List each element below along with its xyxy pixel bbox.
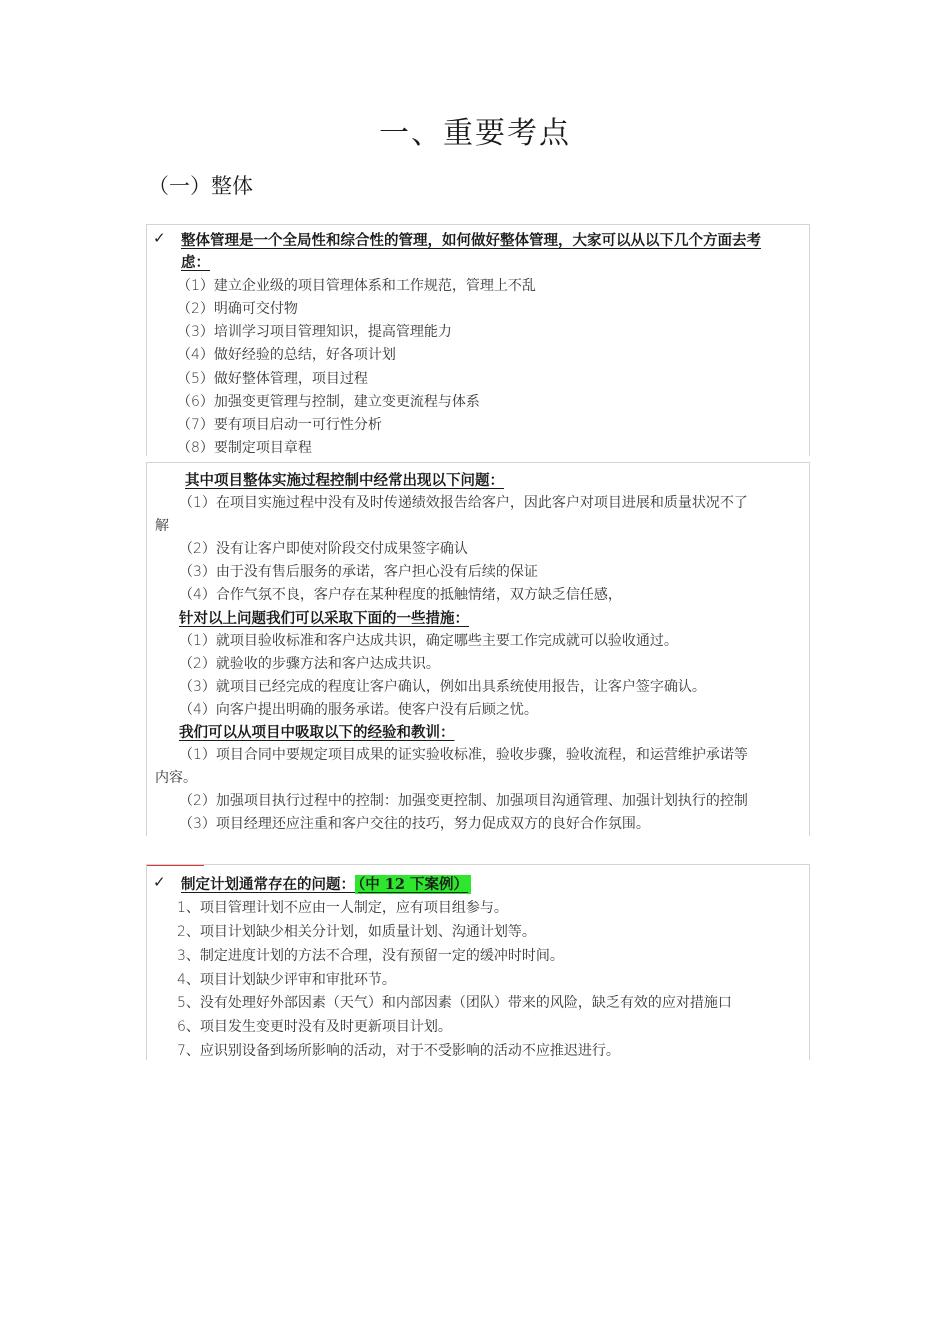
check-icon: ✓ <box>153 873 166 891</box>
list-item: （1）建立企业级的项目管理体系和工作规范，管理上不乱 <box>177 278 536 294</box>
list-item-cont: 解 <box>155 518 169 534</box>
list-item: （5）做好整体管理，项目过程 <box>177 371 368 387</box>
list-item: （2）明确可交付物 <box>177 301 298 317</box>
check-icon: ✓ <box>153 229 166 247</box>
integration-management-box <box>146 224 810 456</box>
planning-problems-box <box>146 864 810 1060</box>
list-item: 7、应识别设备到场所影响的活动，对于不受影响的活动不应推迟进行。 <box>177 1043 620 1059</box>
list-item: （6）加强变更管理与控制，建立变更流程与体系 <box>177 394 480 410</box>
lessons-heading: 我们可以从项目中吸取以下的经验和教训： <box>179 724 455 741</box>
planning-heading-text: 制定计划通常存在的问题： <box>181 876 355 893</box>
list-item: （1）在项目实施过程中没有及时传递绩效报告给客户，因此客户对项目进展和质量状况不了 <box>179 495 748 511</box>
section-subtitle: （一）整体 <box>148 174 253 198</box>
list-item: （7）要有项目启动一可行性分析 <box>177 417 382 433</box>
list-item: （3）就项目已经完成的程度让客户确认，例如出具系统使用报告，让客户签字确认。 <box>179 679 706 695</box>
page-title: 一、重要考点 <box>379 116 571 151</box>
planning-heading <box>181 873 471 894</box>
list-item: （8）要制定项目章程 <box>177 440 312 456</box>
list-item: （4）做好经验的总结，好各项计划 <box>177 347 396 363</box>
list-item: （4）向客户提出明确的服务承诺。使客户没有后顾之忧。 <box>179 702 538 718</box>
list-item: 1、项目管理计划不应由一人制定，应有项目组参与。 <box>177 900 508 916</box>
list-item: （4）合作气氛不良，客户存在某种程度的抵触情绪，双方缺乏信任感， <box>179 587 622 603</box>
list-item: （1）就项目验收标准和客户达成共识，确定哪些主要工作完成就可以验收通过。 <box>179 633 678 649</box>
list-item: （2）加强项目执行过程中的控制：加强变更控制、加强项目沟通管理、加强计划执行的控制 <box>179 793 748 809</box>
list-item-cont: 内容。 <box>155 770 197 786</box>
list-item: 4、项目计划缺少评审和审批环节。 <box>177 972 396 988</box>
list-item: 5、没有处理好外部因素（天气）和内部因素（团队）带来的风险，缺乏有效的应对措施口 <box>177 995 732 1011</box>
control-problems-box <box>146 462 810 836</box>
section1-heading-cont: 虑： <box>181 254 210 271</box>
case-highlight-badge: （中 12 下案例） <box>355 875 471 894</box>
list-item: （3）项目经理还应注重和客户交往的技巧，努力促成双方的良好合作氛围。 <box>179 816 650 832</box>
list-item: （3）由于没有售后服务的承诺，客户担心没有后续的保证 <box>179 564 538 580</box>
problems-heading: 其中项目整体实施过程控制中经常出现以下问题： <box>185 472 504 489</box>
list-item: （1）项目合同中要规定项目成果的证实验收标准，验收步骤，验收流程，和运营维护承诺等 <box>179 747 748 763</box>
section1-heading: 整体管理是一个全局性和综合性的管理，如何做好整体管理，大家可以从以下几个方面去考 <box>181 232 761 249</box>
list-item: 2、项目计划缺少相关分计划，如质量计划、沟通计划等。 <box>177 924 536 940</box>
list-item: 3、制定进度计划的方法不合理，没有预留一定的缓冲时时间。 <box>177 948 564 964</box>
list-item: （2）就验收的步骤方法和客户达成共识。 <box>179 656 440 672</box>
measures-heading: 针对以上问题我们可以采取下面的一些措施： <box>179 610 469 627</box>
list-item: （3）培训学习项目管理知识，提高管理能力 <box>177 324 452 340</box>
list-item: 6、项目发生变更时没有及时更新项目计划。 <box>177 1019 452 1035</box>
list-item: （2）没有让客户即使对阶段交付成果签字确认 <box>179 541 468 557</box>
